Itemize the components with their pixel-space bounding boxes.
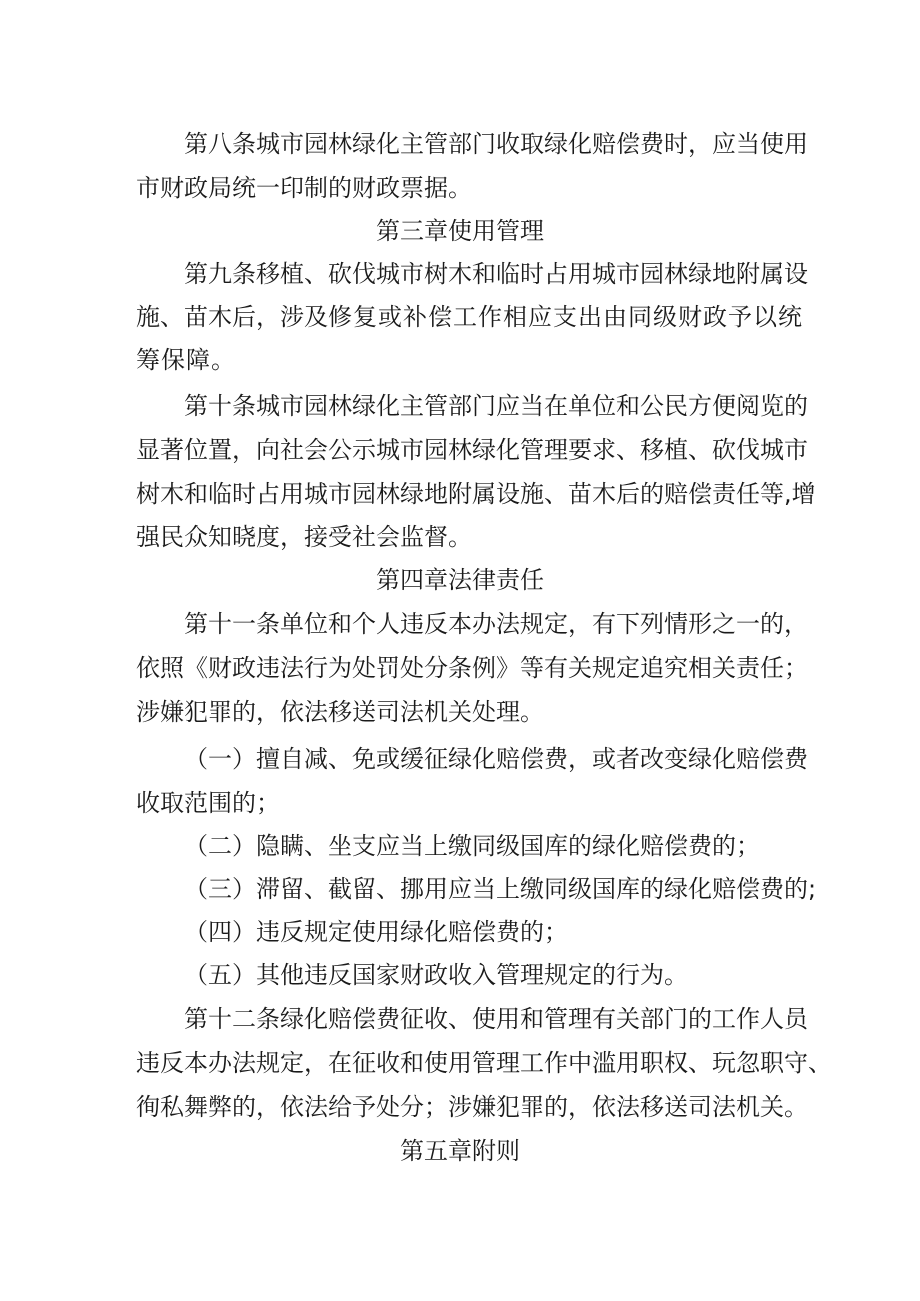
article-9-line-2b: 修复或补偿工作相应支出由同级财政予以统 bbox=[328, 303, 803, 331]
article-10-line-1: 第十条城市园林绿化主管部门应当在单位和公民方便阅览的 bbox=[184, 392, 808, 420]
article-8-line-2: 市财政局统一印制的财政票据。 bbox=[136, 174, 472, 202]
article-12-line-3: 徇私舞弊的，依法给予处分；涉嫌犯罪的，依法移送司法机关。 bbox=[136, 1093, 808, 1121]
article-9-line-1: 第九条移植、砍伐城市树木和临时占用城市园林绿地附属设 bbox=[184, 260, 808, 288]
chapter-5-heading: 第五章附则 bbox=[400, 1137, 520, 1165]
article-9-line-2a: 施、苗木后，涉及 bbox=[136, 303, 328, 331]
article-12-line-1: 第十二条绿化赔偿费征收、使用和管理有关部门的工作人员 bbox=[184, 1005, 808, 1033]
article-8-line-1: 第八条城市园林绿化主管部门收取绿化赔偿费时，应当使用 bbox=[184, 130, 808, 158]
article-11-line-3: 涉嫌犯罪的，依法移送司法机关处理。 bbox=[136, 698, 544, 726]
chapter-4-heading: 第四章法律责任 bbox=[376, 566, 544, 594]
article-11-item-3: （三）滞留、截留、挪用应当上缴同级国库的绿化赔偿费的; bbox=[184, 875, 817, 903]
article-11-item-1-line-1: （一）擅自减、免或缓征绿化赔偿费，或者改变绿化赔偿费 bbox=[184, 745, 808, 773]
article-11-line-1: 第十一条单位和个人违反本办法规定，有下列情形之一的， bbox=[184, 610, 808, 638]
article-11-item-4: （四）违反规定使用绿化赔偿费的； bbox=[184, 918, 568, 946]
article-10-line-2: 显著位置，向社会公示城市园林绿化管理要求、移植、砍伐城市 bbox=[136, 436, 808, 464]
article-10-line-4: 强民众知晓度，接受社会监督。 bbox=[136, 523, 472, 551]
article-10-line-3: 树木和临时占用城市园林绿地附属设施、苗木后的赔偿责任等,增 bbox=[136, 480, 816, 508]
article-9-line-2 bbox=[136, 300, 803, 334]
article-11-line-2: 依照《财政违法行为处罚处分条例》等有关规定追究相关责任； bbox=[136, 654, 808, 682]
article-11-item-2: （二）隐瞒、坐支应当上缴同级国库的绿化赔偿费的； bbox=[184, 832, 760, 860]
article-12-line-2: 违反本办法规定，在征收和使用管理工作中滥用职权、玩忽职守、 bbox=[136, 1049, 832, 1077]
article-11-item-5: （五）其他违反国家财政收入管理规定的行为。 bbox=[184, 961, 688, 989]
chapter-3-heading: 第三章使用管理 bbox=[376, 217, 544, 245]
article-11-item-1-line-2: 收取范围的； bbox=[136, 789, 280, 817]
article-9-line-3: 筹保障。 bbox=[136, 346, 236, 374]
